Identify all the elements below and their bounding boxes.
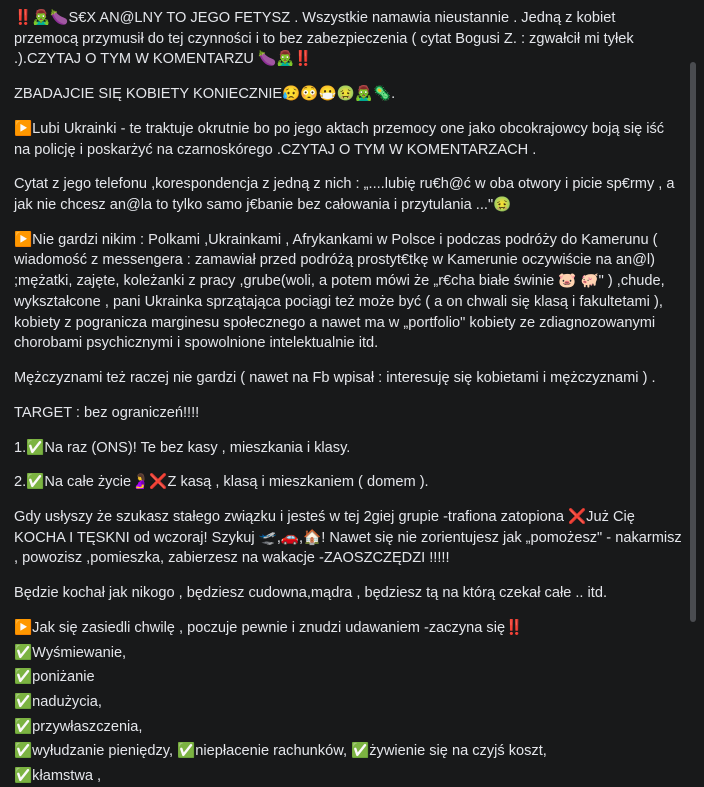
scrollbar-track[interactable]: [694, 0, 700, 692]
post-paragraph: Cytat z jego telefonu ,korespondencja z jedną z nich : „....lubię ru€h@ć w oba otwory i picie sp€rmy , a jak nie chcesz an@la to tylko samo j€banie bez całowania i przytulania ..."🤢: [14, 176, 675, 214]
post-paragraph: 1.✅Na raz (ONS)! Te bez kasy , mieszkania i klasy.: [14, 439, 351, 456]
post-list-item: ✅nadużycia,: [14, 693, 102, 710]
post-paragraph: Gdy usłyszy że szukasz stałego związku i jesteś w tej 2giej grupie -trafiona zatopiona ❌Już Cię KOCHA I TĘSKNI od wczoraj! Szykuj 🛫,🚗,🏠! Nawet się nie zorientujesz jak „pomożesz" - nakarmisz , powozisz ,pomieszka, zabierzesz na wakacje -ZAOSZCZĘDZI !!!!!: [14, 508, 682, 567]
post-list-item: ✅kłamstwa ,: [14, 768, 102, 785]
post-list-item: ✅przywłaszczenia,: [14, 718, 143, 735]
scrollbar-thumb[interactable]: [690, 62, 696, 622]
post-paragraph: ▶️Jak się zasiedli chwilę , poczuje pewnie i znudzi udawaniem -zaczyna się‼️: [14, 619, 524, 636]
post-paragraph: ▶️Lubi Ukrainki - te traktuje okrutnie bo po jego aktach przemocy one jako obcokrajowcy boją się iść na policję i poskarżyć na czarnoskórego .CZYTAJ O TYM W KOMENTARZACH .: [14, 120, 665, 158]
post-paragraph: ZBADAJCIE SIĘ KOBIETY KONIECZNIE😥😳😷🤢🧟‍♂️🦠.: [14, 86, 396, 103]
post-list-item: ✅Wyśmiewanie,: [14, 644, 127, 661]
post-paragraph: 2.✅Na całe życie🤰❌Z kasą , klasą i mieszkaniem ( domem ).: [14, 474, 429, 491]
post-paragraph: ‼️🧟‍♂️🍆S€X AN@LNY TO JEGO FETYSZ . Wszystkie namawia nieustannie . Jedną z kobiet przemocą przymusił do tej czynności i to bez zabezpieczenia ( cytat Bogusi Z. : zgwałcił mi tyłek .).CZYTAJ O TYM W KOMENTARZU 🍆🧟‍♂️‼️: [14, 10, 634, 68]
post-paragraph: TARGET : bez ograniczeń!!!!: [14, 404, 200, 421]
post-paragraph: ▶️Nie gardzi nikim : Polkami ,Ukrainkami , Afrykankami w Polsce i podczas podróży do Kamerunu ( wiadomość z messengera : zamawiał przed podróżą prostyt€tkę w Kamerunie oczywiście na an@l) ;mężatki, zajęte, koleżanki z pracy ,grube(woli, a potem mówi że „r€cha białe świnie 🐷 🐖" ) ,chude, wykształcone , pani Ukrainka sprzątająca pociągi też może być ( a on chwali się klasą i fakultetami ), kobiety z pogranicza marginesu społecznego a nawet ma w „portfolio" kobiety ze zdiagnozowanymi chorobami psychicznymi i spowolnione intelektualnie itd.: [14, 231, 665, 352]
post-list-item: ✅poniżanie: [14, 669, 95, 686]
post-paragraph: Będzie kochał jak nikogo , będziesz cudowna,mądra , będziesz tą na którą czekał całe .. itd.: [14, 585, 607, 602]
post-paragraph: Mężczyznami też raczej nie gardzi ( nawet na Fb wpisał : interesuję się kobietami i mężczyznami ) .: [14, 370, 656, 387]
post-list-item: ✅wyłudzanie pieniędzy, ✅niepłacenie rachunków, ✅żywienie się na czyjś koszt,: [14, 743, 547, 760]
